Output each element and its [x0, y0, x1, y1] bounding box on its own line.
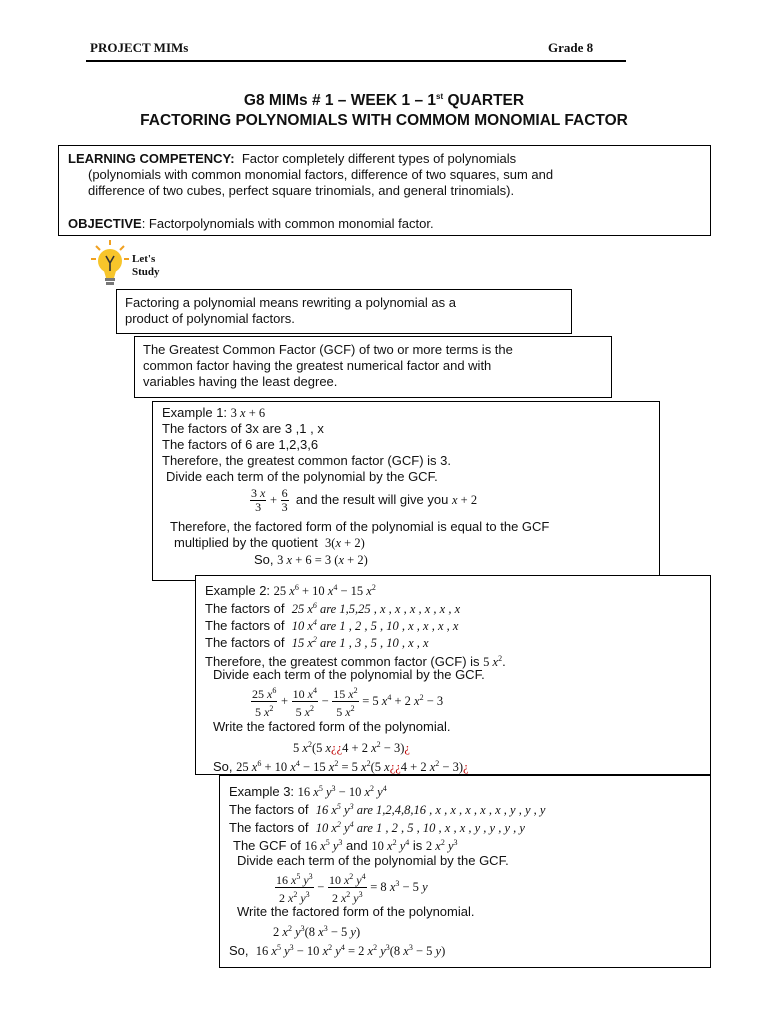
example1-title: Example 1: 3 x + 6 — [162, 405, 266, 420]
example2-line6: Write the factored form of the polynomial. — [213, 719, 451, 734]
lets-study-label: Let's Study — [132, 253, 160, 278]
header-project: PROJECT MIMs — [90, 40, 189, 55]
example1-line4: Divide each term of the polynomial by the GCF. — [166, 469, 438, 484]
example3-line2: The factors of 10 $x^2$ $y^4$ are 1 , 2 , 5 , 10 , x , x , y , y , y , y — [229, 820, 525, 836]
example1-division: $\frac{3 x}{3}$ + $\frac{6}{3}$ and the result will give you x + 2 — [251, 486, 478, 514]
example3-division: $\frac{16 x^5 y^3}{2 x^2 y^3}$ − $\frac{10 x^2 y^4}{2 x^2 y^3}$ = 8 $x^3 - 5$ y — [276, 872, 428, 905]
gcf-line3: variables having the least degree. — [143, 374, 338, 389]
definition-box — [116, 289, 572, 334]
example3-title: Example 3: 16 $x^5$ $y^3 - 10$ $x^2$ $y^4$ — [229, 784, 387, 800]
example3-line5: Write the factored form of the polynomial. — [237, 904, 475, 919]
gcf-line2: common factor having the greatest numerical factor and with — [143, 358, 492, 373]
example2-factored: 5 $x^2(5$ x¿¿4 + 2 $x^2$ − 3)¿ — [293, 740, 410, 756]
lightbulb-icon — [90, 238, 130, 290]
example2-line5: Divide each term of the polynomial by the GCF. — [213, 667, 485, 682]
example2-line3: The factors of 15 $x^2$ are 1 , 3 , 5 , 10 , x , x — [205, 635, 429, 651]
example3-box — [219, 775, 711, 968]
header-grade: Grade 8 — [548, 40, 594, 55]
title-line2: FACTORING POLYNOMIALS WITH COMMOM MONOMIAL FACTOR — [140, 112, 628, 129]
example1-line3: Therefore, the greatest common factor (GCF) is 3. — [162, 453, 451, 468]
example1-line2: The factors of 6 are 1,2,3,6 — [162, 437, 319, 452]
gcf-line1: The Greatest Common Factor (GCF) of two or more terms is the — [143, 342, 513, 357]
example3-line4: Divide each term of the polynomial by the GCF. — [237, 853, 509, 868]
example1-line8: So, 3 x + 6 = 3 (x + 2) — [254, 552, 368, 567]
competency-line1: LEARNING COMPETENCY: Factor completely different types of polynomials — [68, 151, 517, 166]
example1-line7: multiplied by the quotient 3(x + 2) — [174, 535, 365, 550]
competency-line2: (polynomials with common monomial factors, difference of two squares, sum and — [88, 167, 554, 182]
definition-line1: Factoring a polynomial means rewriting a polynomial as a — [125, 295, 456, 310]
gcf-definition-box — [134, 336, 612, 398]
competency-line3: difference of two cubes, perfect square trinomials, and general trinomials). — [88, 183, 515, 198]
example1-box — [152, 401, 660, 581]
example1-line1: The factors of 3x are 3 ,1 , x — [162, 421, 324, 436]
example1-line6: Therefore, the factored form of the polynomial is equal to the GCF — [170, 519, 550, 534]
example3-line1: The factors of 16 $x^5$ $y^3$ are 1,2,4,8,16 , x , x , x , x , x , y , y , y — [229, 802, 546, 818]
example2-box — [195, 575, 711, 775]
definition-line2: product of polynomial factors. — [125, 311, 295, 326]
example2-line2: The factors of 10 $x^4$ are 1 , 2 , 5 , 10 , x , x , x , x — [205, 618, 459, 634]
competency-box — [58, 145, 711, 236]
example2-division: $\frac{25 x^6}{5 x^2}$ + $\frac{10 x^4}{5 x^2}$ − $\frac{15 x^2}{5 x^2}$ = 5 $x^4 + 2$ $x^2 - 3$ — [252, 686, 444, 719]
title-line1: G8 MIMs # 1 – WEEK 1 – 1st QUARTER — [243, 92, 525, 110]
example2-so: So, 25 $x^6 + 10$ $x^4 - 15$ $x^2 = 5$ $x^2(5$ x¿¿4 + 2 $x^2$ − 3)¿ — [213, 759, 469, 775]
example3-so: So, 16 $x^5$ $y^3 - 10$ $x^2$ $y^4 = 2$ $x^2$ $y^3(8$ $x^3 - 5$ y) — [229, 943, 446, 959]
example2-line4: Therefore, the greatest common factor (GCF) is 5 $x^2$. — [205, 654, 506, 670]
header-rule — [86, 60, 626, 62]
example2-line1: The factors of 25 $x^6$ are 1,5,25 , x , x , x , x , x , x — [205, 601, 461, 617]
example3-factored: 2 $x^2$ $y^3(8$ $x^3 - 5$ y) — [273, 924, 361, 940]
example2-title: Example 2: 25 $x^6 + 10$ $x^4 - 15$ $x^2$ — [205, 583, 376, 599]
example3-line3: The GCF of 16 $x^5$ $y^3$ and 10 $x^2$ $y^4$ is 2 $x^2$ $y^3$ — [233, 838, 458, 854]
objective-line: OBJECTIVE: Factorpolynomials with common monomial factor. — [68, 216, 434, 231]
